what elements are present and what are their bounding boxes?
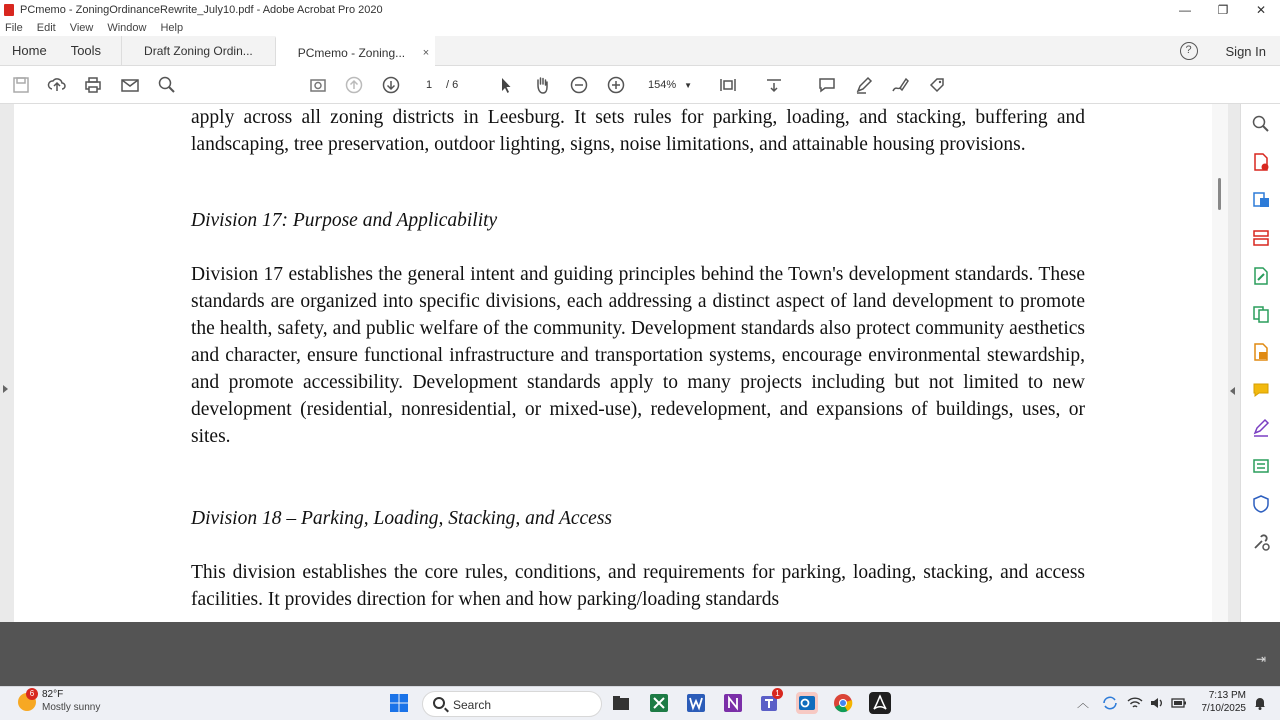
chevron-down-icon: ▼ [684,81,693,90]
excel-icon[interactable] [648,692,670,714]
file-explorer-icon[interactable] [610,692,632,714]
create-pdf-icon[interactable] [1251,152,1271,172]
chrome-icon[interactable] [832,692,854,714]
taskbar [0,686,1280,720]
toolbar [0,66,1280,104]
menu-view[interactable]: View [69,22,94,34]
notifications-bell-icon[interactable] [1252,695,1268,711]
sync-icon[interactable] [1101,694,1119,712]
word-icon[interactable] [685,692,707,714]
menu-bar [0,20,1280,36]
outlook-icon[interactable] [796,692,818,714]
battery-icon[interactable] [1170,694,1188,712]
title-bar [0,0,1280,20]
paragraph-division-17: Division 17 establishes the general intent and guiding principles behind the Town's development standards. These standards are organized into specific divisions, each addressing a distinct aspect of land development to promote the health, safety, and public welfare of the community. Development standards also protect community aesthetics and character, ensure functional infrastructure and transportation systems, encourage environmental stewardship, and promote accessibility. Development standards apply to many projects including but not limited to new development (residential, nonresidential, or mixed-use), redevelopment, and expansions of buildings, uses, or sites. [191,264,1085,447]
tab-label: PCmemo - Zoning... [297,45,406,60]
prepare-form-icon[interactable] [1251,456,1271,476]
scroll-mode-icon[interactable] [763,75,785,95]
left-panel-expand-icon[interactable] [3,385,8,393]
fit-page-icon[interactable] [717,75,739,95]
close-window-button[interactable]: ✕ [1255,3,1267,17]
sign-icon[interactable] [889,75,911,95]
search-label: Search [453,698,492,712]
heading-division-18: Division 18 – Parking, Loading, Stacking, and Access [191,508,613,529]
maximize-button[interactable]: ❐ [1217,3,1229,17]
organize-pages-icon[interactable] [1251,228,1271,248]
wifi-icon[interactable] [1126,694,1144,712]
teams-icon[interactable] [759,689,781,714]
combine-icon[interactable] [1251,304,1271,324]
sign-in-button[interactable]: Sign In [1225,43,1266,59]
screenshot-icon[interactable] [307,75,329,95]
clock-time: 7:13 PM [1208,690,1246,701]
comment-icon[interactable] [816,75,838,95]
menu-edit[interactable]: Edit [36,22,56,34]
onenote-icon[interactable] [722,692,744,714]
show-hidden-icons-icon[interactable]: ︿ [1077,696,1090,710]
tab-tools[interactable]: Tools [70,42,102,58]
highlight-icon[interactable] [853,75,875,95]
tab-home[interactable]: Home [12,42,47,58]
notification-badge: 1 [772,688,783,699]
compress-icon[interactable] [1251,342,1271,362]
heading-division-17: Division 17: Purpose and Applicability [191,210,498,231]
vertical-scrollbar[interactable] [1212,104,1228,622]
zoom-in-icon[interactable] [605,75,627,95]
zoom-out-icon[interactable] [568,75,590,95]
expand-pane-icon[interactable]: ⇥ [1255,652,1266,666]
share-icon[interactable] [926,75,948,95]
page-number-input[interactable]: 1 [425,79,433,91]
minimize-button[interactable]: — [1179,3,1191,17]
email-icon[interactable] [119,75,141,95]
right-panel-collapse-icon[interactable] [1230,387,1235,395]
close-tab-icon[interactable]: × [422,46,430,59]
zoom-value: 154% [648,79,677,91]
print-icon[interactable] [82,75,104,95]
protect-icon[interactable] [1251,494,1271,514]
page-total: / 6 [446,79,459,91]
comment-icon[interactable] [1251,380,1271,400]
acrobat-app-icon [4,4,14,16]
upload-icon[interactable] [46,75,68,95]
volume-icon[interactable] [1148,694,1166,712]
fill-sign-icon[interactable] [1251,418,1271,438]
window-controls [1166,0,1280,20]
overlay-band [0,622,1280,686]
paragraph-division-18: This division establishes the core rules, conditions, and requirements for parking, loading, stacking, and access facilities. It provides direction for when and how parking/loading standards [191,562,1085,610]
window-title: PCmemo - ZoningOrdinanceRewrite_July10.pdf - Adobe Acrobat Pro 2020 [20,4,383,16]
document-viewport[interactable] [0,104,1240,622]
zoom-select[interactable] [648,76,698,95]
menu-help[interactable]: Help [160,22,184,34]
tab-pcmemo[interactable] [275,36,435,66]
help-icon[interactable]: ? [1180,42,1198,60]
acrobat-taskbar-icon[interactable] [869,692,891,714]
notification-badge: 6 [26,688,38,700]
clock-date: 7/10/2025 [1201,703,1246,714]
hand-icon[interactable] [531,75,553,95]
export-pdf-icon[interactable] [1251,190,1271,210]
tab-draft-zoning[interactable] [121,36,275,66]
weather-condition: Mostly sunny [42,702,101,713]
taskbar-search[interactable] [422,691,602,717]
temperature: 82°F [42,689,64,700]
menu-window[interactable]: Window [107,22,147,34]
page-down-icon[interactable] [380,75,402,95]
windows-start-icon[interactable] [388,692,410,714]
search-icon [433,697,445,709]
select-icon[interactable] [495,75,517,95]
more-tools-icon[interactable] [1251,532,1271,552]
tools-pane [1240,104,1280,622]
tab-label: Draft Zoning Ordin... [144,43,253,58]
paragraph-intro: apply across all zoning districts in Leesburg. It sets rules for parking, loading, and stacking, buffering and landscaping, tree preservation, outdoor lighting, signs, noise limitations, and attainable housing provisions. [191,107,1085,155]
clock[interactable] [1200,689,1246,715]
edit-pdf-icon[interactable] [1251,266,1271,286]
pdf-page [14,104,1212,622]
page-up-icon[interactable] [343,75,365,95]
menu-file[interactable]: File [5,22,23,34]
save-icon[interactable] [10,75,32,95]
tab-bar [0,36,1280,66]
search-icon[interactable] [1251,114,1271,134]
scrollbar-thumb[interactable] [1218,178,1221,210]
find-icon[interactable] [156,75,178,95]
